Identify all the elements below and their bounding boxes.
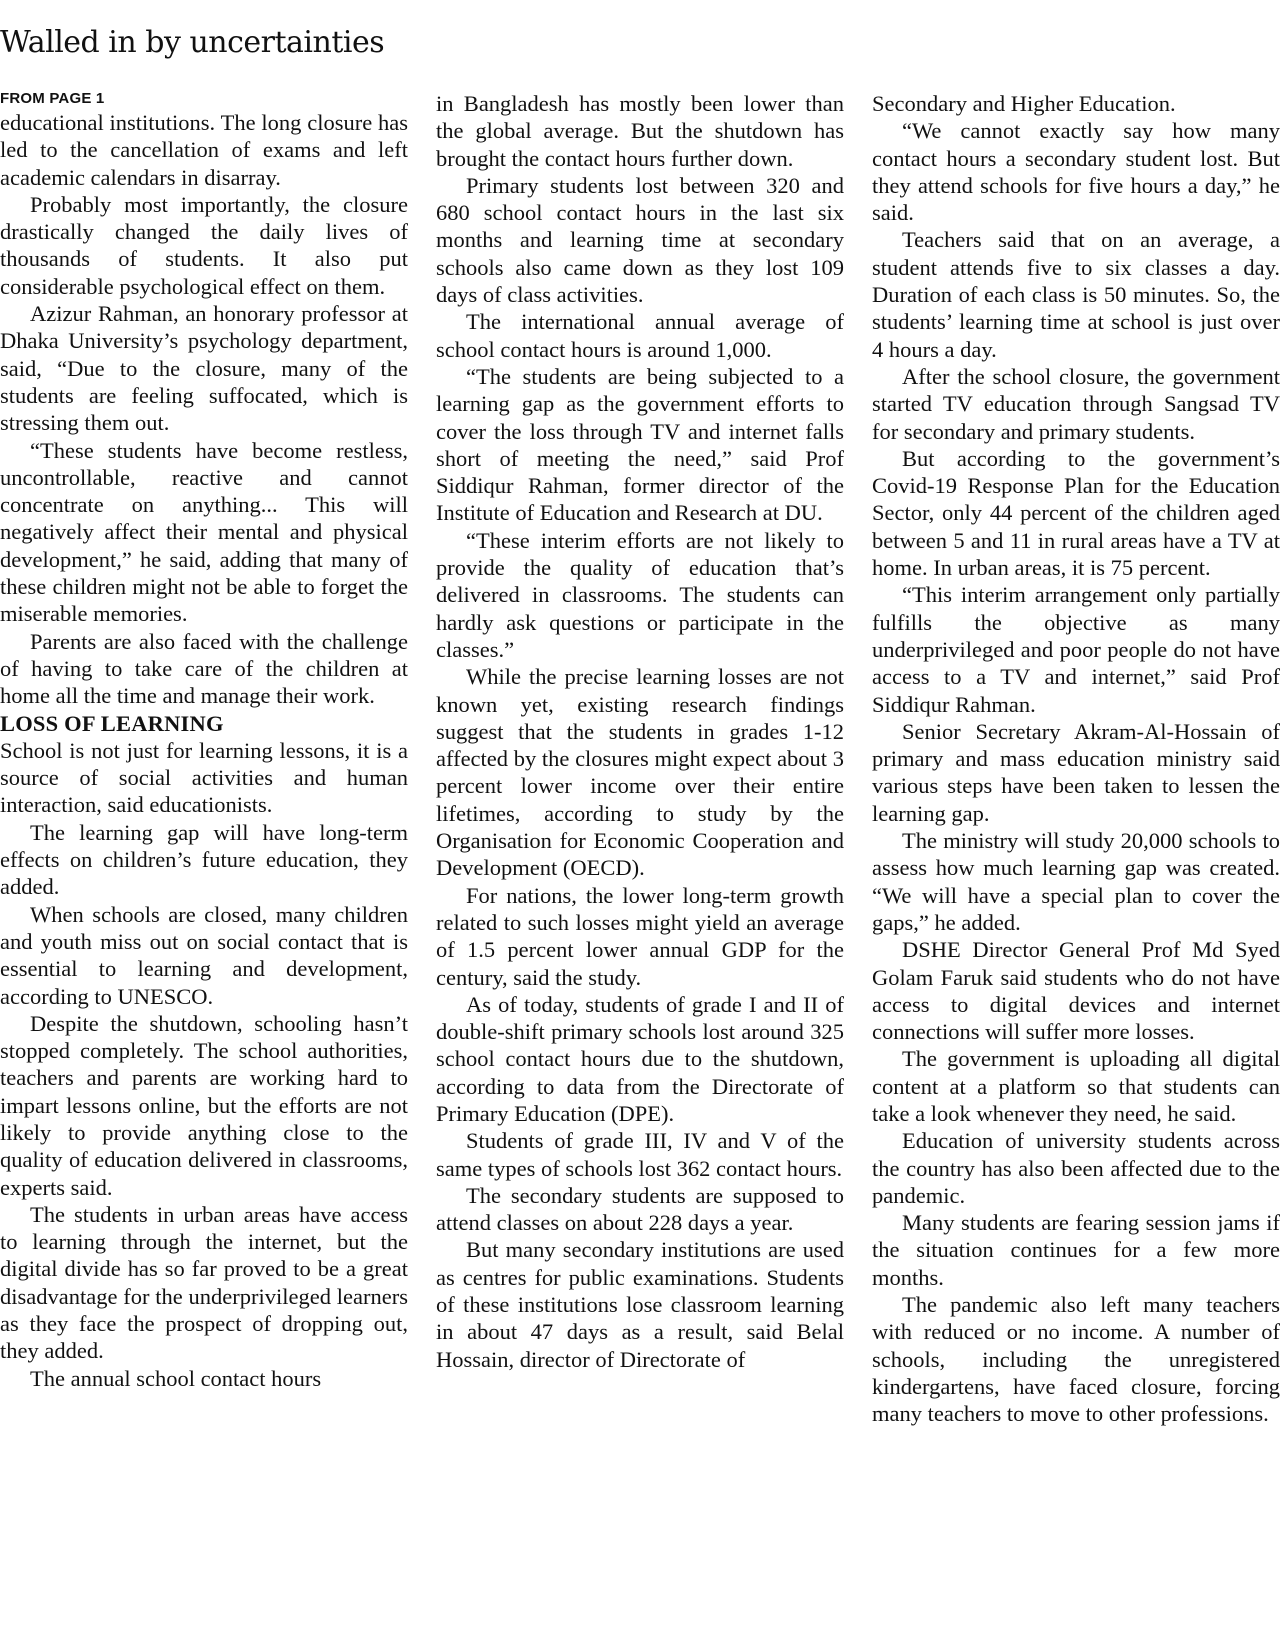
paragraph: But according to the government’s Covid-19 Response Plan for the Education Sector, only 44 percent of the children aged between 5 and 11 in rural areas have a TV at home. In urban areas, it is 75 percent.	[872, 445, 1280, 581]
paragraph: Many students are fearing session jams if the situation continues for a few more months.	[872, 1210, 1280, 1290]
paragraph: “The students are being subjected to a learning gap as the government efforts to cover the loss through TV and internet falls short of meeting the need,” said Prof Siddiqur Rahman, former director of the Institute of Education and Research at DU.	[436, 363, 844, 526]
paragraph: “This interim arrangement only partially fulfills the objective as many underprivileged and poor people do not have access to a TV and internet,” said Prof Siddiqur Rahman.	[872, 582, 1280, 717]
paragraph: The government is uploading all digital content at a platform so that students can take a look whenever they need, he said.	[872, 1046, 1280, 1126]
paragraph: Education of university students across the country has also been affected due to the pandemic.	[872, 1128, 1280, 1208]
headline: Walled in by uncertainties	[0, 25, 385, 60]
paragraph: Senior Secretary Akram-Al-Hossain of primary and mass education ministry said various steps have been taken to lessen the learning gap.	[872, 718, 1280, 826]
paragraph: DSHE Director General Prof Md Syed Golam Faruk said students who do not have access to digital devices and internet connections will suffer more losses.	[872, 937, 1280, 1045]
paragraph: Parents are also faced with the challenge of having to take care of the children at home all the time and manage their work.	[0, 628, 408, 709]
paragraph: Students of grade III, IV and V of the same types of schools lost 362 contact hours.	[436, 1128, 844, 1181]
paragraph: But many secondary institutions are used as centres for public examinations. Students of these institutions lose classroom learning in about 47 days as a result, said Belal Hossain, director of Directorate of	[436, 1237, 844, 1372]
paragraph: The learning gap will have long-term effects on children’s future education, they added.	[0, 819, 408, 900]
subhead-loss-of-learning: LOSS OF LEARNING	[0, 710, 224, 736]
paragraph: in Bangladesh has mostly been lower than the global average. But the shutdown has brought the contact hours further down.	[436, 91, 844, 171]
paragraph: Primary students lost between 320 and 680 school contact hours in the last six months and learning time at secondary schools also came down as they lost 109 days of class activities.	[436, 172, 844, 308]
column-1	[0, 90, 408, 1392]
paragraph: The ministry will study 20,000 schools to assess how much learning gap was created. “We will have a special plan to cover the gaps,” he added.	[872, 828, 1280, 935]
paragraph: “These students have become restless, uncontrollable, reactive and cannot concentrate on anything... This will negatively affect their mental and physical development,” he said, adding that many of these children might not be able to forget the miserable memories.	[0, 437, 408, 627]
paragraph: For nations, the lower long-term growth related to such losses might yield an average of 1.5 percent lower annual GDP for the century, said the study.	[436, 882, 844, 990]
paragraph: The students in urban areas have access to learning through the internet, but the digital divide has so far proved to be a great disadvantage for the underprivileged learners as they face the prospect of dropping out, they added.	[0, 1201, 408, 1364]
paragraph: Probably most importantly, the closure drastically changed the daily lives of thousands of students. It also put considerable psychological effect on them.	[0, 191, 408, 299]
paragraph: While the precise learning losses are not known yet, existing research findings suggest that the students in grades 1-12 affected by the closures might expect about 3 percent lower income over their entire lifetimes, according to study by the Organisation for Economic Cooperation and Development (OECD).	[436, 664, 844, 881]
paragraph: School is not just for learning lessons, it is a source of social activities and human interaction, said educationists.	[0, 737, 408, 818]
paragraph: “These interim efforts are not likely to provide the quality of education that’s delivered in classrooms. The students can hardly ask questions or participate in the classes.”	[436, 527, 844, 662]
paragraph: The secondary students are supposed to attend classes on about 228 days a year.	[436, 1182, 844, 1236]
paragraph: When schools are closed, many children and youth miss out on social contact that is essential to learning and development, according to UNESCO.	[0, 901, 408, 1009]
paragraph: Despite the shutdown, schooling hasn’t stopped completely. The school authorities, teachers and parents are working hard to impart lessons online, but the efforts are not likely to provide anything close to the quality of education delivered in classrooms, experts said.	[0, 1010, 408, 1200]
paragraph: The international annual average of school contact hours is around 1,000.	[436, 309, 844, 362]
paragraph: “We cannot exactly say how many contact hours a secondary student lost. But they attend schools for five hours a day,” he said.	[872, 118, 1280, 226]
paragraph: Secondary and Higher Education.	[872, 91, 1176, 116]
paragraph: As of today, students of grade I and II of double-shift primary schools lost around 325 school contact hours due to the shutdown, according to data from the Directorate of Primary Education (DPE).	[436, 991, 844, 1126]
paragraph: educational institutions. The long closure has led to the cancellation of exams and left academic calendars in disarray.	[0, 110, 408, 190]
paragraph: Teachers said that on an average, a student attends five to six classes a day. Duration of each class is 50 minutes. So, the students’ learning time at school is just over 4 hours a day.	[872, 227, 1280, 362]
paragraph: Azizur Rahman, an honorary professor at Dhaka University’s psychology department, said, “Due to the closure, many of the students are feeling suffocated, which is stressing them out.	[0, 301, 408, 436]
paragraph: The annual school contact hours	[30, 1365, 322, 1391]
jump-label: FROM PAGE 1	[0, 90, 105, 107]
column-3	[872, 90, 1280, 1428]
paragraph: After the school closure, the government started TV education through Sangsad TV for secondary and primary students.	[872, 363, 1280, 444]
paragraph: The pandemic also left many teachers with reduced or no income. A number of schools, including the unregistered kindergartens, have faced closure, forcing many teachers to move to other professions.	[872, 1292, 1280, 1427]
column-2	[436, 90, 844, 1373]
